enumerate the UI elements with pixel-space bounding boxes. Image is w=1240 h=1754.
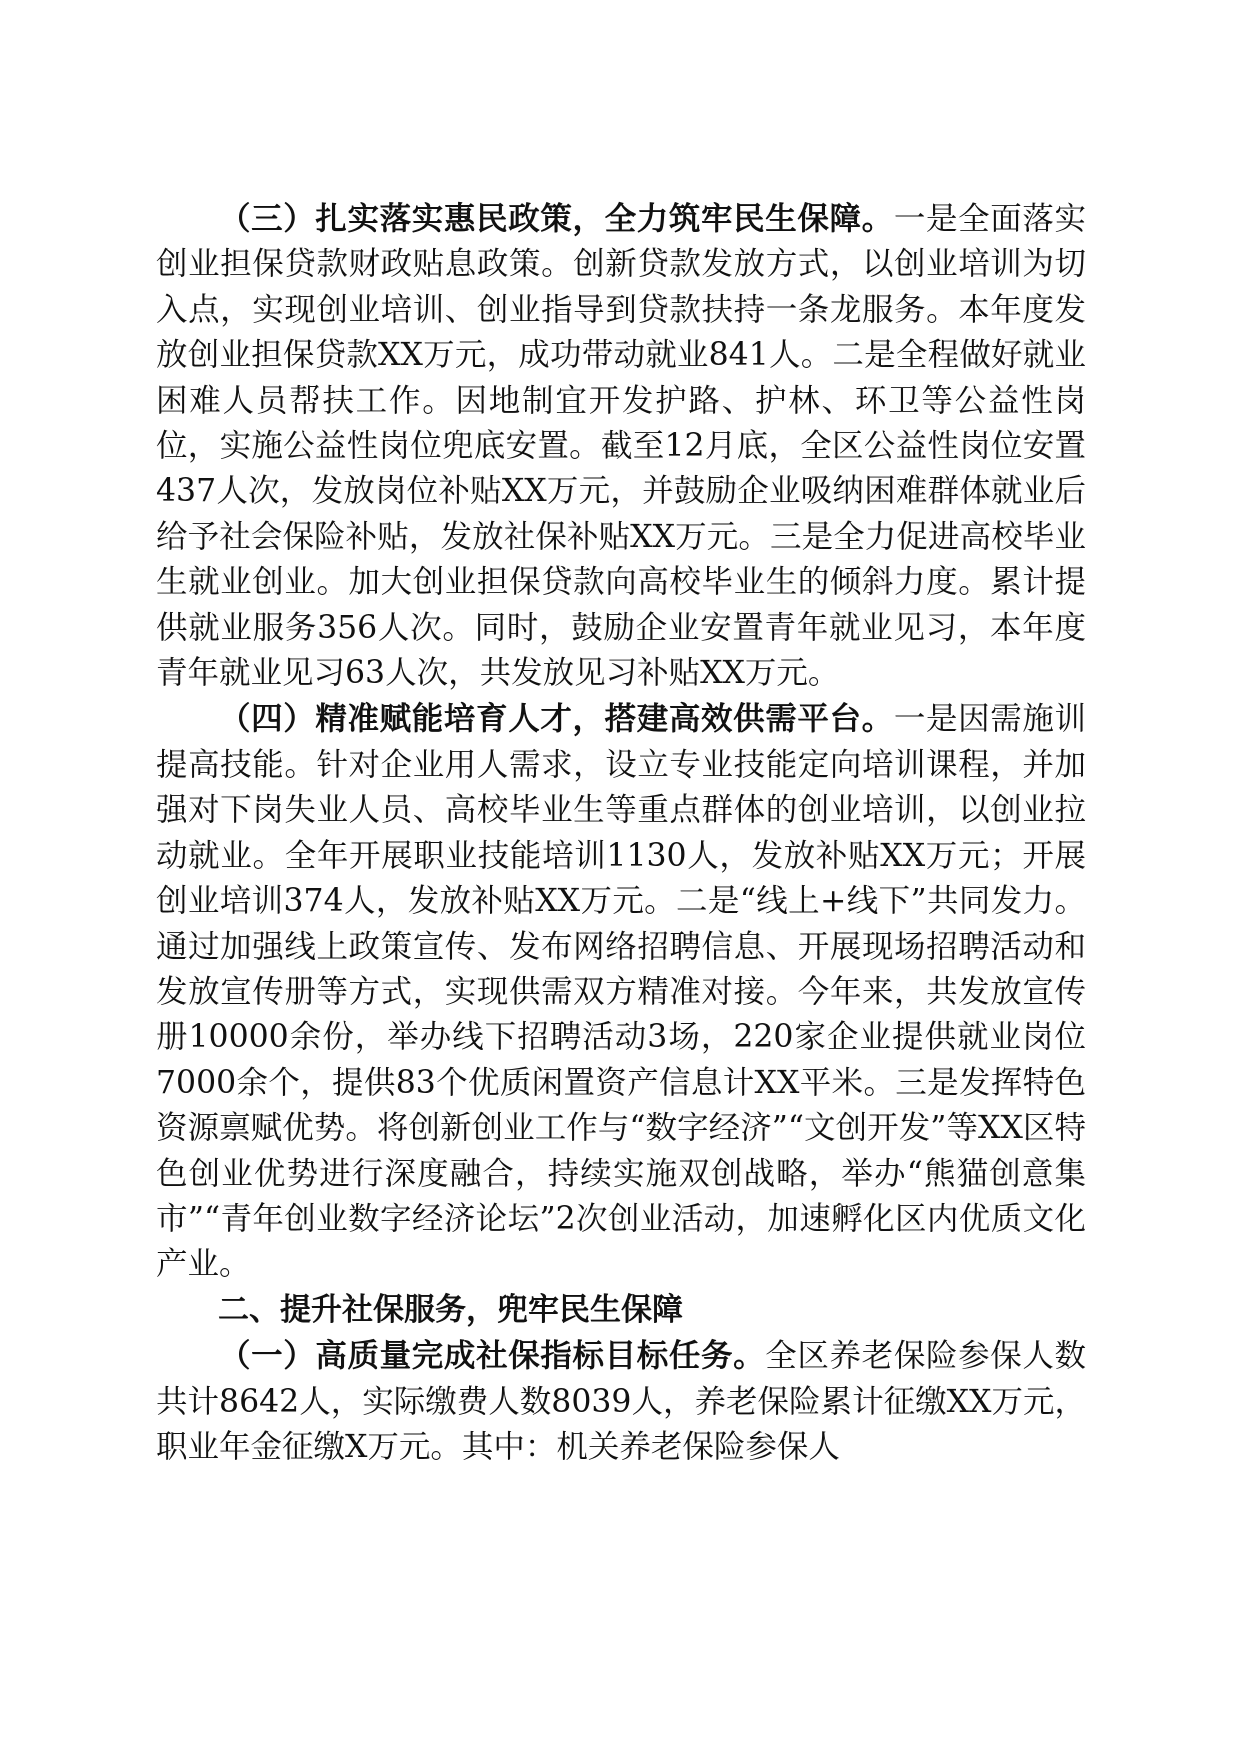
paragraph-talent-platform [156, 696, 1086, 1287]
paragraph-social-insurance [156, 1333, 1086, 1470]
section-heading: 二、提升社保服务，兜牢民生保障 [218, 1291, 683, 1328]
paragraph-policy-support [156, 196, 1086, 696]
paragraph-lead: （一）高质量完成社保指标目标任务。 [219, 1337, 766, 1375]
paragraph-lead: （三）扎实落实惠民政策，全力筑牢民生保障。 [219, 200, 894, 237]
paragraph-text: 全区养老保险参保人数共计8642人，实际缴费人数8039人，养老保险累计征缴XX万元，职业年金征缴X万元。其中：机关养老保险参保人 [156, 1338, 1086, 1465]
document-body [156, 196, 1086, 1470]
paragraph-lead: （四）精准赋能培育人才，搭建高效供需平台。 [219, 700, 894, 738]
paragraph-text: 一是全面落实创业担保贷款财政贴息政策。创新贷款发放方式，以创业培训为切入点，实现创业培训、创业指导到贷款扶持一条龙服务。本年度发放创业担保贷款XX万元，成功带动就业841人。二是全程做好就业困难人员帮扶工作。因地制宜开发护路、护林、环卫等公益性岗位，实施公益性岗位兜底安置。截至12月底，全区公益性岗位安置437人次，发放岗位补贴XX万元，并鼓励企业吸纳困难群体就业后给予社会保险补贴，发放社保补贴XX万元。三是全力促进高校毕业生就业创业。加大创业担保贷款向高校毕业生的倾斜力度。累计提供就业服务356人次。同时，鼓励企业安置青年就业见习，本年度青年就业见习63人次，共发放见习补贴XX万元。 [156, 201, 1086, 692]
paragraph-text: 一是因需施训提高技能。针对企业用人需求，设立专业技能定向培训课程，并加强对下岗失业人员、高校毕业生等重点群体的创业培训，以创业拉动就业。全年开展职业技能培训1130人，发放补贴XX万元；开展创业培训374人，发放补贴XX万元。二是“线上+线下”共同发力。通过加强线上政策宣传、发布网络招聘信息、开展现场招聘活动和发放宣传册等方式，实现供需双方精准对接。今年来，共发放宣传册10000余份，举办线下招聘活动3场，220家企业提供就业岗位7000余个，提供83个优质闲置资产信息计XX平米。三是发挥特色资源禀赋优势。将创新创业工作与“数字经济”“文创开发”等XX区特色创业优势进行深度融合，持续实施双创战略，举办“熊猫创意集市”“青年创业数字经济论坛”2次创业活动，加速孵化区内优质文化产业。 [156, 701, 1086, 1283]
